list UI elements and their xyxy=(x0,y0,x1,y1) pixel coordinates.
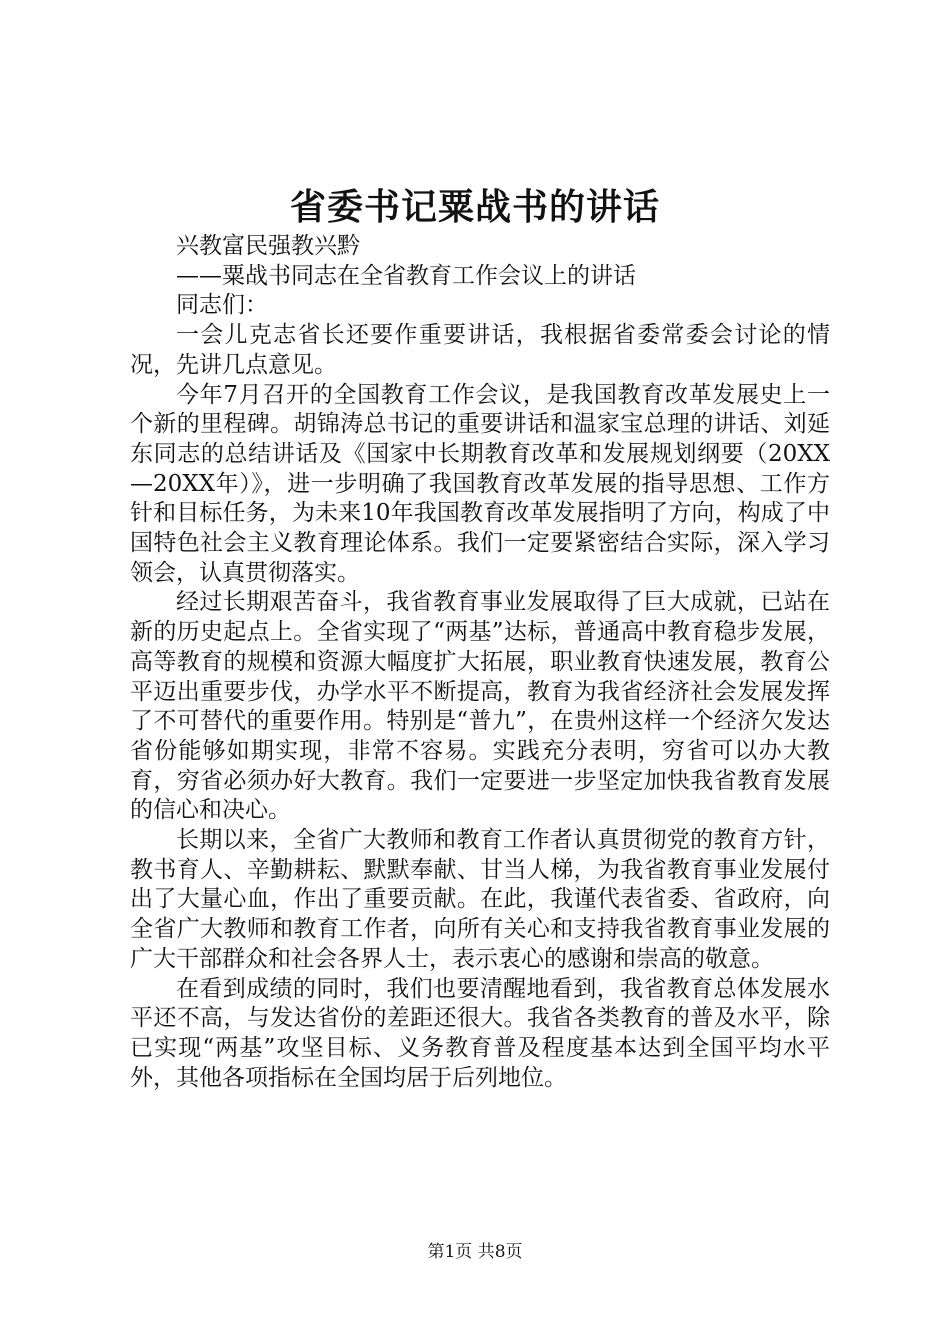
document-title: 省委书记粟战书的讲话 xyxy=(289,187,660,228)
page-number: 第1页 共8页 xyxy=(427,1242,523,1262)
subtitle: 兴教富民强教兴黔 xyxy=(176,233,360,259)
salutation: 同志们： xyxy=(176,292,268,319)
paragraph: 在看到成绩的同时，我们也要清醒地看到，我省教育总体发展水平还不高，与发达省份的差距还很大。我省各类教育的普及水平，除已实现“两基”攻坚目标、义务教育普及程度基本达到全国平均水平外，其他各项指标在全国均居于后列地位。 xyxy=(130,975,830,1091)
document-body xyxy=(130,232,830,1093)
byline: ——粟战书同志在全省教育工作会议上的讲话 xyxy=(176,262,636,289)
paragraph: 一会儿克志省长还要作重要讲话，我根据省委常委会讨论的情况，先讲几点意见。 xyxy=(130,322,830,378)
paragraph: 长期以来，全省广大教师和教育工作者认真贯彻党的教育方针，教书育人、辛勤耕耘、默默奉献、甘当人梯，为我省教育事业发展付出了大量心血，作出了重要贡献。在此，我谨代表省委、省政府，向全省广大教师和教育工作者，向所有关心和支持我省教育事业发展的广大干部群众和社会各界人士，表示衷心的感谢和崇高的敬意。 xyxy=(130,827,830,972)
paragraph: 今年7月召开的全国教育工作会议，是我国教育改革发展史上一个新的里程碑。胡锦涛总书记的重要讲话和温家宝总理的讲话、刘延东同志的总结讲话及《国家中长期教育改革和发展规划纲要（20XX—20XX年）》，进一步明确了我国教育改革发展的指导思想、工作方针和目标任务，为未来10年我国教育改革发展指明了方向，构成了中国特色社会主义教育理论体系。我们一定要紧密结合实际，深入学习领会，认真贯彻落实。 xyxy=(130,381,830,586)
paragraph: 经过长期艰苦奋斗，我省教育事业发展取得了巨大成就，已站在新的历史起点上。全省实现了“两基”达标，普通高中教育稳步发展，高等教育的规模和资源大幅度扩大拓展，职业教育快速发展，教育公平迈出重要步伐，办学水平不断提高，教育为我省经济社会发展发挥了不可替代的重要作用。特别是“普九”，在贵州这样一个经济欠发达省份能够如期实现，非常不容易。实践充分表明，穷省可以办大教育，穷省必须办好大教育。我们一定要进一步坚定加快我省教育发展的信心和决心。 xyxy=(130,589,830,824)
